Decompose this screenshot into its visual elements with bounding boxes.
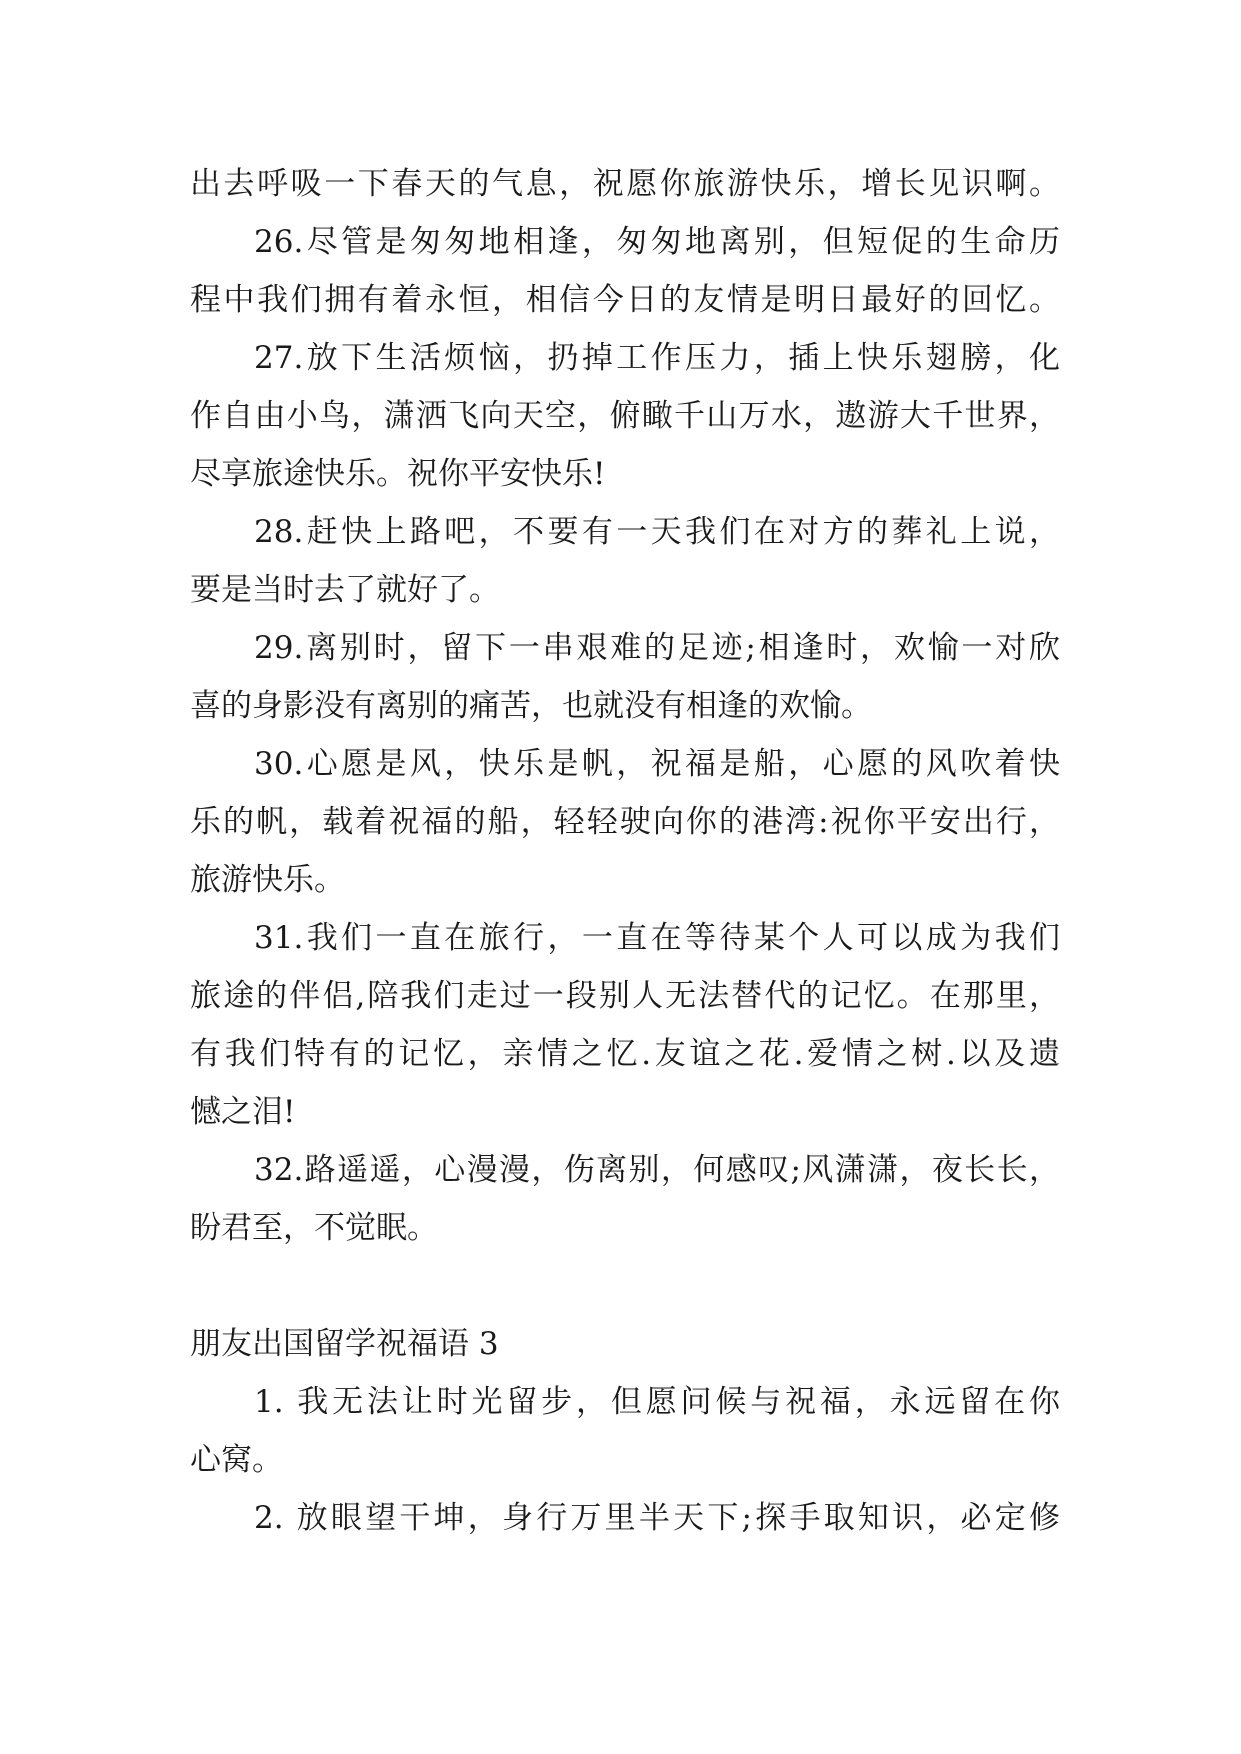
- spacer: [190, 1257, 1060, 1315]
- paragraph-section3-item-2: [190, 1489, 1060, 1547]
- text-line: 28.赶快上路吧，不要有一天我们在对方的葬礼上说，: [254, 514, 1060, 550]
- text-line: 程中我们拥有着永恒，相信今日的友情是明日最好的回忆。: [190, 282, 1060, 318]
- paragraph-item-29: [190, 619, 1060, 735]
- text-line: 有我们特有的记忆，亲情之忆.友谊之花.爱情之树.以及遗: [190, 1036, 1060, 1072]
- text-line: 心窝。: [190, 1442, 283, 1478]
- text-line: 要是当时去了就好了。: [190, 572, 500, 608]
- text-line: 作自由小鸟，潇洒飞向天空，俯瞰千山万水，遨游大千世界，: [190, 398, 1060, 434]
- section-heading: 朋友出国留学祝福语 3: [190, 1326, 499, 1362]
- paragraph-item-27: [190, 329, 1060, 503]
- paragraph-item-32: [190, 1141, 1060, 1257]
- text-line: 1. 我无法让时光留步，但愿问候与祝福，永远留在你: [254, 1384, 1060, 1420]
- paragraph-item-28: [190, 503, 1060, 619]
- text-line: 26.尽管是匆匆地相逢，匆匆地离别，但短促的生命历: [254, 224, 1060, 260]
- text-line: 29.离别时，留下一串艰难的足迹;相逢时，欢愉一对欣: [254, 630, 1060, 666]
- text-line: 30.心愿是风，快乐是帆，祝福是船，心愿的风吹着快: [254, 746, 1060, 782]
- text-line: 尽享旅途快乐。祝你平安快乐!: [190, 456, 606, 492]
- text-line: 乐的帆，载着祝福的船，轻轻驶向你的港湾:祝你平安出行，: [190, 804, 1060, 840]
- text-line: 喜的身影没有离别的痛苦，也就没有相逢的欢愉。: [190, 688, 872, 724]
- paragraph-item-31: [190, 909, 1060, 1141]
- document-page: [190, 155, 1060, 1547]
- paragraph-item-30: [190, 735, 1060, 909]
- text-line: 31.我们一直在旅行，一直在等待某个人可以成为我们: [254, 920, 1060, 956]
- paragraph-item-26: [190, 213, 1060, 329]
- paragraph-continuation: [190, 155, 1060, 213]
- text-line: 憾之泪!: [190, 1094, 296, 1130]
- text-line: 32.路遥遥，心漫漫，伤离别，何感叹;风潇潇，夜长长，: [254, 1152, 1060, 1188]
- text-line: 出去呼吸一下春天的气息，祝愿你旅游快乐，增长见识啊。: [190, 166, 1060, 202]
- text-line: 旅游快乐。: [190, 862, 345, 898]
- paragraph-section3-item-1: [190, 1373, 1060, 1489]
- text-line: 27.放下生活烦恼，扔掉工作压力，插上快乐翅膀，化: [254, 340, 1060, 376]
- text-line: 盼君至，不觉眠。: [190, 1210, 438, 1246]
- text-line: 2. 放眼望干坤，身行万里半天下;探手取知识，必定修: [254, 1500, 1060, 1536]
- text-line: 旅途的伴侣,陪我们走过一段别人无法替代的记忆。在那里，: [190, 978, 1060, 1014]
